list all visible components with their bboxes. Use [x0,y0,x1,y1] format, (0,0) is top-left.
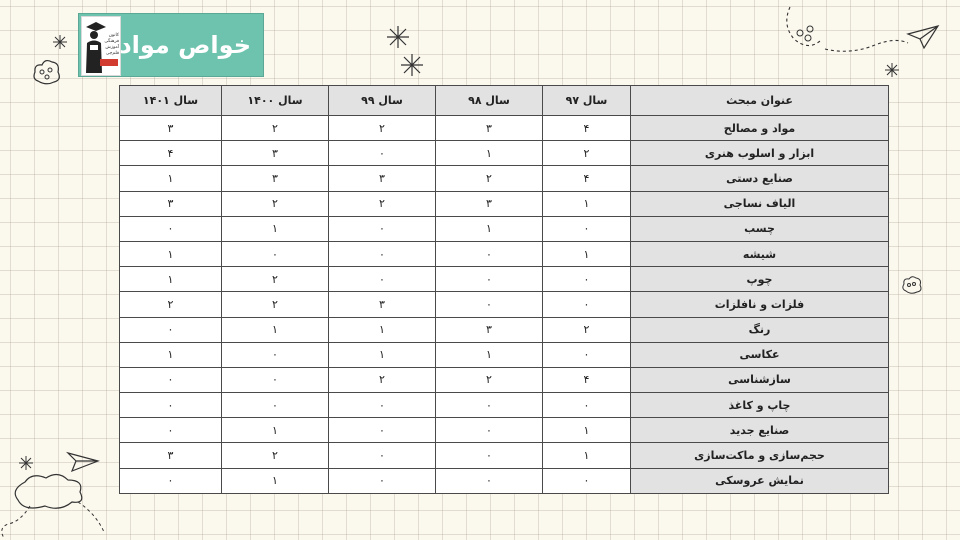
row-topic: چسب [631,216,889,241]
value-year-99: ۰ [329,141,436,166]
value-year-97: ۱ [543,418,631,443]
value-year-98: ۱ [436,342,543,367]
value-year-1401: ۱ [120,241,222,266]
publisher-logo [81,16,121,76]
value-year-98: ۲ [436,367,543,392]
value-year-98: ۱ [436,216,543,241]
value-year-98: ۰ [436,241,543,266]
value-year-99: ۲ [329,367,436,392]
value-year-98: ۳ [436,317,543,342]
title-banner [78,13,264,77]
value-year-99: ۲ [329,191,436,216]
header-year-97: سال ۹۷ [543,86,631,116]
value-year-1401: ۱ [120,267,222,292]
value-year-99: ۰ [329,468,436,493]
value-year-99: ۰ [329,443,436,468]
header-topic: عنوان مبحث [631,86,889,116]
table-row [120,191,889,216]
table-body [120,116,889,494]
value-year-98: ۳ [436,116,543,141]
value-year-97: ۴ [543,367,631,392]
value-year-1400: ۲ [222,292,329,317]
value-year-99: ۳ [329,166,436,191]
value-year-99: ۳ [329,292,436,317]
value-year-1401: ۰ [120,367,222,392]
value-year-97: ۰ [543,342,631,367]
value-year-1400: ۳ [222,166,329,191]
row-topic: شیشه [631,241,889,266]
row-topic: عکاسی [631,342,889,367]
value-year-1400: ۱ [222,468,329,493]
value-year-97: ۲ [543,141,631,166]
value-year-1401: ۲ [120,292,222,317]
header-year-99: سال ۹۹ [329,86,436,116]
table-row [120,393,889,418]
value-year-98: ۰ [436,267,543,292]
header-year-1400: سال ۱۴۰۰ [222,86,329,116]
value-year-1401: ۳ [120,191,222,216]
value-year-98: ۰ [436,393,543,418]
value-year-98: ۰ [436,418,543,443]
table-row [120,443,889,468]
value-year-99: ۰ [329,418,436,443]
value-year-1401: ۰ [120,317,222,342]
paper-plane-icon [906,24,940,50]
value-year-99: ۰ [329,241,436,266]
value-year-1400: ۰ [222,342,329,367]
value-year-1400: ۰ [222,393,329,418]
row-topic: فلزات و نافلزات [631,292,889,317]
value-year-97: ۰ [543,393,631,418]
value-year-1400: ۲ [222,116,329,141]
value-year-99: ۰ [329,393,436,418]
sparkle-icon [884,62,900,78]
value-year-99: ۲ [329,116,436,141]
cloud-doodle-icon [30,55,64,89]
value-year-97: ۰ [543,468,631,493]
value-year-98: ۰ [436,292,543,317]
value-year-1400: ۱ [222,418,329,443]
value-year-1400: ۲ [222,443,329,468]
row-topic: رنگ [631,317,889,342]
row-topic: سازشناسی [631,367,889,392]
value-year-1401: ۱ [120,166,222,191]
value-year-97: ۱ [543,191,631,216]
row-topic: مواد و مصالح [631,116,889,141]
row-topic: چاپ و کاغذ [631,393,889,418]
value-year-1400: ۱ [222,317,329,342]
value-year-97: ۰ [543,216,631,241]
value-year-1400: ۲ [222,267,329,292]
value-year-97: ۴ [543,166,631,191]
swirl-doodle-icon [0,462,110,540]
value-year-1400: ۰ [222,241,329,266]
value-year-99: ۰ [329,267,436,292]
value-year-1400: ۰ [222,367,329,392]
table-row [120,468,889,493]
value-year-97: ۱ [543,443,631,468]
value-year-97: ۲ [543,317,631,342]
value-year-1401: ۰ [120,418,222,443]
cloud-doodle-icon [900,273,924,297]
row-topic: الیاف نساجی [631,191,889,216]
table-row [120,141,889,166]
value-year-97: ۱ [543,241,631,266]
table-header-row [120,86,889,116]
swirl-doodle-icon [780,5,920,65]
value-year-1401: ۳ [120,443,222,468]
row-topic: نمایش عروسکی [631,468,889,493]
sparkle-icon [52,34,68,50]
table-row [120,292,889,317]
value-year-97: ۰ [543,267,631,292]
row-topic: چوپ [631,267,889,292]
value-year-1401: ۰ [120,393,222,418]
value-year-1400: ۲ [222,191,329,216]
header-year-1401: سال ۱۴۰۱ [120,86,222,116]
page-title: خواص مواد [119,31,251,59]
value-year-98: ۰ [436,468,543,493]
header-year-98: سال ۹۸ [436,86,543,116]
value-year-99: ۱ [329,317,436,342]
table-row [120,216,889,241]
table-row [120,267,889,292]
data-table [119,85,889,494]
table-row [120,116,889,141]
logo-red-bar [100,59,118,66]
value-year-1400: ۳ [222,141,329,166]
value-year-1401: ۴ [120,141,222,166]
value-year-1400: ۱ [222,216,329,241]
value-year-1401: ۰ [120,468,222,493]
value-year-98: ۳ [436,191,543,216]
table-row [120,367,889,392]
table-row [120,166,889,191]
table-row [120,241,889,266]
row-topic: صنایع جدید [631,418,889,443]
table-row [120,418,889,443]
sparkle-icon [386,25,410,49]
value-year-1401: ۳ [120,116,222,141]
value-year-1401: ۱ [120,342,222,367]
value-year-1401: ۰ [120,216,222,241]
row-topic: صنایع دستی [631,166,889,191]
row-topic: حجم‌سازی و ماکت‌سازی [631,443,889,468]
value-year-98: ۱ [436,141,543,166]
value-year-99: ۰ [329,216,436,241]
value-year-98: ۲ [436,166,543,191]
value-year-97: ۰ [543,292,631,317]
table-row [120,317,889,342]
row-topic: ابزار و اسلوب هنری [631,141,889,166]
value-year-97: ۴ [543,116,631,141]
value-year-98: ۰ [436,443,543,468]
sparkle-icon [400,53,424,77]
table-row [120,342,889,367]
logo-text: کانون فرهنگی آموزش قلم‌چی [104,33,119,56]
value-year-99: ۱ [329,342,436,367]
